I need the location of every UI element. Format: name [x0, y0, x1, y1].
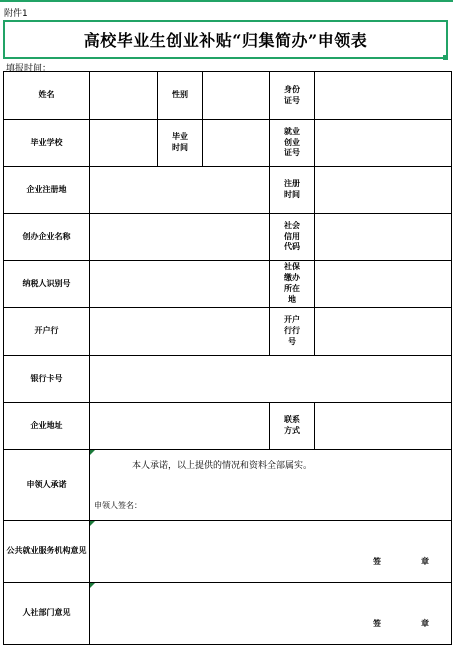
bank-code-label: [270, 308, 315, 356]
form-row-company-name: [4, 214, 452, 261]
company-reg-place-label: 企业注册地: [4, 167, 90, 214]
taxpayer-id-field[interactable]: [90, 261, 270, 308]
credit-code-label: [270, 214, 315, 261]
page-title: 高校毕业生创业补贴“归集简办”申领表: [83, 31, 368, 50]
hr-dept-opinion-field[interactable]: [90, 583, 452, 645]
company-address-label: 企业地址: [4, 403, 90, 450]
applicant-promise-label: 申领人承诺: [4, 450, 90, 521]
reg-time-label-text: 注册时间: [283, 179, 300, 199]
social-insurance-place-label-text: 社保缴办所在地: [283, 262, 300, 304]
seal-stamp-text: 章: [421, 619, 429, 629]
public-service-opinion-field[interactable]: [90, 521, 452, 583]
form-row-hr-dept: [4, 583, 452, 645]
form-row-address: [4, 403, 452, 450]
annex-label: 附件1: [4, 9, 28, 19]
id-number-label: [270, 72, 315, 120]
title-cell[interactable]: [3, 20, 448, 59]
school-label: 毕业学校: [4, 120, 90, 167]
seal-sign-text: 签: [373, 557, 381, 567]
company-name-field[interactable]: [90, 214, 270, 261]
comment-marker: [90, 583, 95, 588]
form-row-promise: [4, 450, 452, 521]
gender-label: 性别: [158, 72, 203, 120]
bank-card-field[interactable]: [90, 356, 452, 403]
grad-time-field[interactable]: [203, 120, 270, 167]
comment-marker: [90, 450, 95, 455]
form-row-school: [4, 120, 452, 167]
bank-label: 开户行: [4, 308, 90, 356]
selection-top-border: [0, 0, 453, 2]
credit-code-field[interactable]: [315, 214, 452, 261]
form-row-bank-card: [4, 356, 452, 403]
public-service-opinion-label: 公共就业服务机构意见: [4, 521, 90, 583]
fill-date-label: 填报时间：: [6, 64, 52, 74]
contact-label-text: 联系方式: [283, 415, 300, 435]
selection-fill-handle[interactable]: [443, 55, 448, 60]
gender-field[interactable]: [203, 72, 270, 120]
promise-text: 本人承诺，以上提供的情况和资料全部属实。: [132, 461, 313, 471]
applicant-promise-field[interactable]: [90, 450, 452, 521]
bank-code-field[interactable]: [315, 308, 452, 356]
name-field[interactable]: [90, 72, 158, 120]
contact-label: [270, 403, 315, 450]
seal-sign-text: 签: [373, 619, 381, 629]
id-number-field[interactable]: [315, 72, 452, 120]
bank-code-label-text: 开户行行号: [283, 315, 300, 346]
signer-label: 申领人签名：: [94, 501, 142, 511]
seal-stamp-text: 章: [421, 557, 429, 567]
form-row-reg-place: [4, 167, 452, 214]
form-row-public-service: [4, 521, 452, 583]
social-insurance-place-label: [270, 261, 315, 308]
reg-time-field[interactable]: [315, 167, 452, 214]
hr-dept-opinion-label: 人社部门意见: [4, 583, 90, 645]
application-form-table: [3, 71, 452, 645]
entrepreneur-cert-field[interactable]: [315, 120, 452, 167]
form-row-bank: [4, 308, 452, 356]
bank-field[interactable]: [90, 308, 270, 356]
form-row-name: [4, 72, 452, 120]
bank-card-label: 银行卡号: [4, 356, 90, 403]
entrepreneur-cert-label: [270, 120, 315, 167]
taxpayer-id-label: 纳税人识别号: [4, 261, 90, 308]
comment-marker: [90, 521, 95, 526]
seal-area: [373, 619, 429, 630]
company-reg-place-field[interactable]: [90, 167, 270, 214]
company-name-label: 创办企业名称: [4, 214, 90, 261]
name-label: 姓名: [4, 72, 90, 120]
grad-time-label-text: 毕业时间: [171, 132, 188, 152]
form-row-taxpayer: [4, 261, 452, 308]
seal-area: [373, 557, 429, 568]
credit-code-label-text: 社会信用代码: [283, 220, 300, 252]
grad-time-label: [158, 120, 203, 167]
id-number-label-text: 身份证号: [283, 84, 300, 105]
reg-time-label: [270, 167, 315, 214]
school-field[interactable]: [90, 120, 158, 167]
entrepreneur-cert-label-text: 就业创业证号: [283, 126, 300, 158]
contact-field[interactable]: [315, 403, 452, 450]
company-address-field[interactable]: [90, 403, 270, 450]
social-insurance-place-field[interactable]: [315, 261, 452, 308]
